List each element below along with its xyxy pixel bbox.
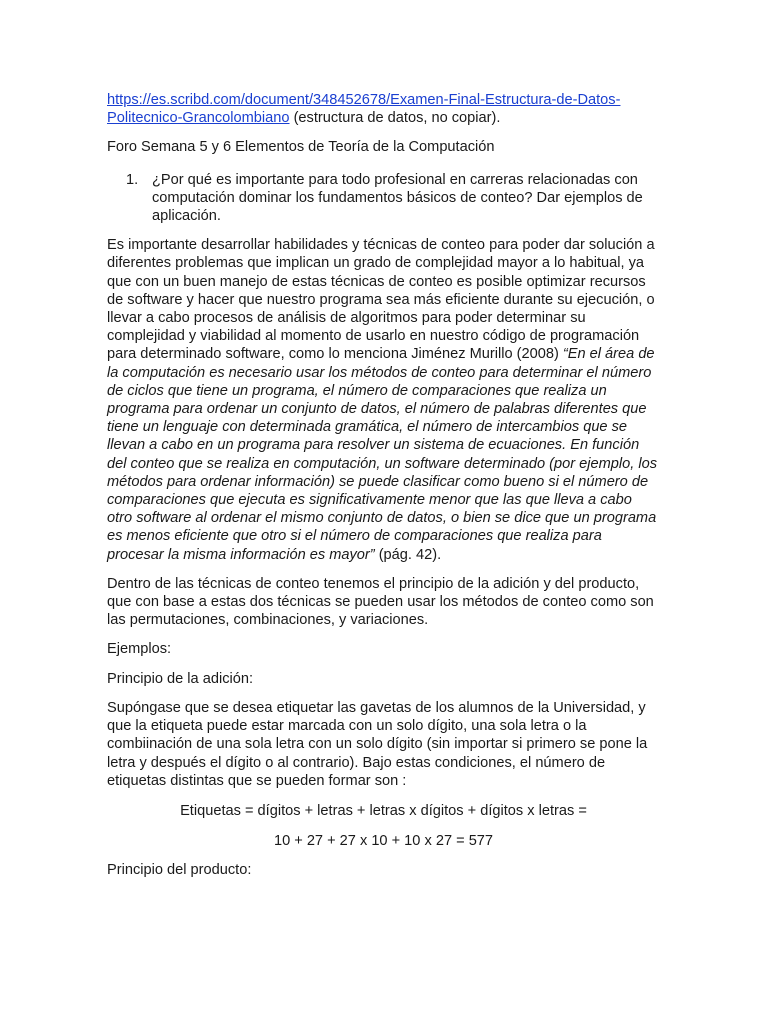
formula-labels: Etiquetas = dígitos + letras + letras x dígitos + dígitos x letras = [180, 802, 587, 819]
scribd-link-line2[interactable]: Politecnico-Grancolombiano [107, 110, 290, 127]
source-note: (estructura de datos, no copiar). [289, 110, 501, 127]
question-number: 1. [126, 171, 139, 188]
paragraph-importance [107, 236, 660, 564]
jimenez-quote: “En el área de la computación es necesario usar los métodos de conteo para determinar el número de ciclos que tiene un programa, el número de comparaciones que realiza un programa para ordenar un conjunto de datos, el número de palabras diferentes que tiene un lenguaje con determinada gramática, el número de intercambios que se llevan a cabo en un programa para resolver un sistema de ecuaciones. En función del conteo que se realiza en computación, un software determinado (por ejemplo, los métodos para ordenar información) se puede clasificar como bueno si el número de comparaciones que ejecuta es significativamente menor que las que lleva a cabo otro software al ordenar el mismo conjunto de datos, o bien se dice que un programa es menos eficiente que otro si el número de comparaciones que realiza para procesar la misma información es mayor” [107, 346, 658, 563]
paragraph-techniques: Dentro de las técnicas de conteo tenemos el principio de la adición y del producto, que con base a estas dos técnicas se pueden usar los métodos de conteo como son las permutaciones, combinaciones, y variaciones. [107, 575, 654, 629]
product-principle-label: Principio del producto: [107, 862, 252, 879]
addition-principle-label: Principio de la adición: [107, 670, 254, 687]
question-text: ¿Por qué es importante para todo profesional en carreras relacionadas con computación dominar los fundamentos básicos de conteo? Dar ejemplos de aplicación. [152, 171, 643, 225]
question-list [107, 171, 660, 226]
formula-result: 10 + 27 + 27 x 10 + 10 x 27 = 577 [273, 833, 494, 850]
paragraph-addition-example: Supóngase que se desea etiquetar las gavetas de los alumnos de la Universidad, y que la etiqueta puede estar marcada con un solo dígito, una sola letra o la combiinación de una sola letra con un solo dígito (sin importar si primero se pone la letra y después el dígito o al contrario). Bajo estas condiciones, el número de etiquetas distintas que se pueden formar son : [107, 699, 648, 789]
forum-heading: Foro Semana 5 y 6 Elementos de Teoría de la Computación [107, 139, 495, 156]
paragraph-importance-intro: Es importante desarrollar habilidades y técnicas de conteo para poder dar solución a diferentes problemas que implican un grado de complejidad mayor a lo habitual, ya que con un buen manejo de estas técnicas de conteo es posible optimizar recursos de software y hacer que nuestro programa sea más eficiente durante su ejecución, o llevar a cabo procesos de análisis de algoritmos para poder determinar su complejidad y viabilidad al momento de usarlo en nuestro código de programación para determinado software, como lo menciona Jiménez Murillo (2008) [107, 237, 655, 363]
scribd-link-line1[interactable]: https://es.scribd.com/document/348452678/Examen-Final-Estructura-de-Datos- [107, 92, 621, 108]
examples-label: Ejemplos: [107, 641, 172, 658]
quote-citation: (pág. 42). [374, 546, 442, 563]
source-reference [107, 91, 660, 127]
